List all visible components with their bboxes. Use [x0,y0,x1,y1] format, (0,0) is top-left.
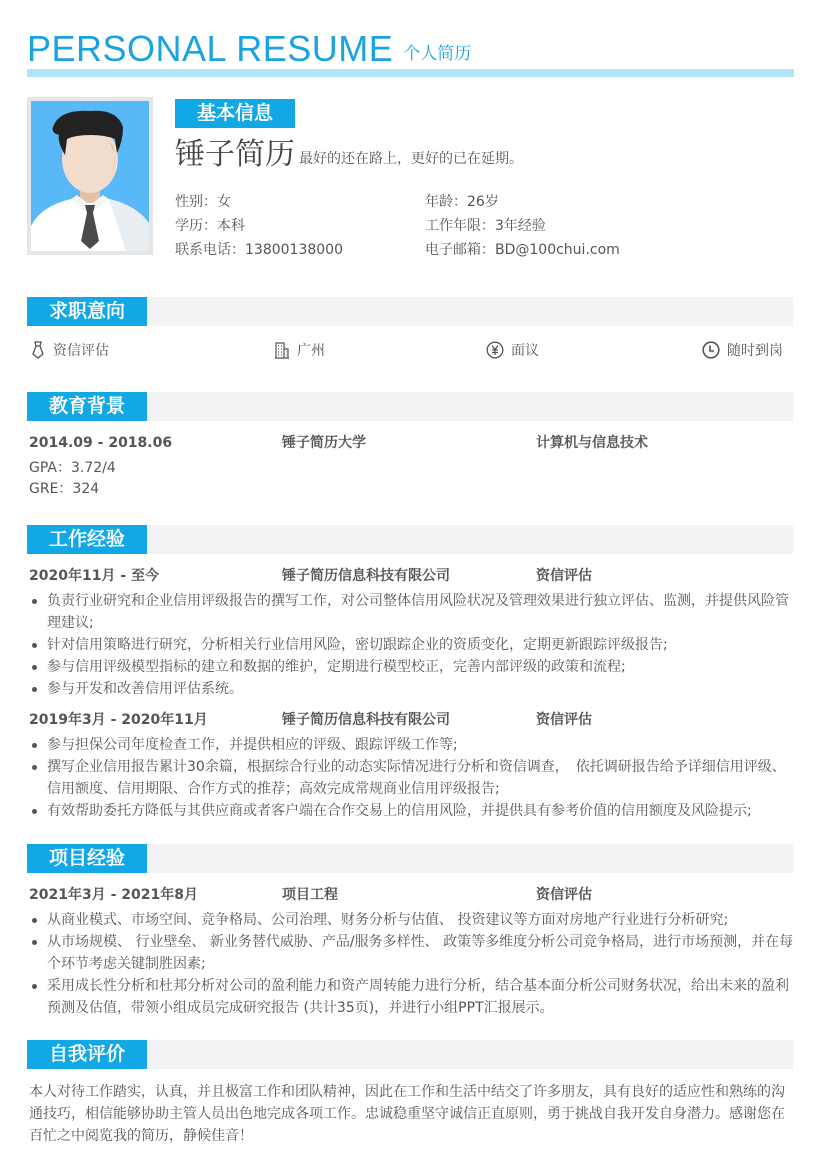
section-title-self-eval: 自我评价 [27,1040,147,1069]
list-item: 有效帮助委托方降低与其供应商或者客户端在合作交易上的信用风险，并提供具有参考价值的信用额度及风险提示; [29,800,794,822]
section-title-education: 教育背景 [27,392,147,421]
section-title-basic: 基本信息 [175,99,295,128]
list-item: 负责行业研究和企业信用评级报告的撰写工作，对公司整体信用风险状况及管理效果进行独立评估、监测，并提供风险管理建议; [29,590,794,634]
job-intent [30,340,790,362]
email-field: 电子邮箱：BD@100chui.com [425,242,620,258]
list-item: 参与信用评级模型指标的建立和数据的维护，定期进行模型校正，完善内部评级的政策和流程; [29,656,794,678]
project-role: 资信评估 [536,887,592,903]
intent-salary: 面议 [486,340,539,360]
education-school: 锤子简历大学 [282,435,366,451]
section-header-education [27,392,793,421]
list-item: 采用成长性分析和杜邦分析对公司的盈利能力和资产周转能力进行分析，结合基本面分析公司财务状况，给出未来的盈利预测及估值，带领小组成员完成研究报告 (共计35页)，并进行小组PPT汇报展示。 [29,975,794,1019]
work-entry-2-bullets [29,734,794,822]
avatar [27,97,153,255]
clock-icon [702,341,720,359]
phone-field: 联系电话：13800138000 [175,242,343,258]
section-header-intent [27,297,793,326]
resume-header [27,28,471,68]
section-title-projects: 项目经验 [27,844,147,873]
title-cn: 个人简历 [403,44,472,64]
basic-info [175,99,795,260]
building-icon [274,341,290,359]
work-entry-1-bullets [29,590,794,700]
list-item: 从商业模式、市场空间、竞争格局、公司治理、财务分析与估值、 投资建议等方面对房地产行业进行分析研究; [29,909,794,931]
list-item: 从市场规模、 行业壁垒、 新业务替代威胁、产品/服务多样性、 政策等多维度分析公司竞争格局，进行市场预测，并在每个环节考虑关键制胜因素; [29,931,794,975]
age-field: 年龄：26岁 [425,194,499,210]
section-header-projects [27,844,793,873]
work-role: 资信评估 [536,712,592,728]
education-major: 计算机与信息技术 [536,435,648,451]
intent-position: 资信评估 [30,340,109,360]
intent-availability: 随时到岗 [702,340,783,360]
project-bullets [29,909,794,1019]
list-item: 参与担保公司年度检查工作，并提供相应的评级、跟踪评级工作等; [29,734,794,756]
list-item: 撰写企业信用报告累计30余篇，根据综合行业的动态实际情况进行分析和资信调查， 依托调研报告给予详细信用评级、信用额度、信用期限、合作方式的推荐；高效完成常规商业信用评级报告; [29,756,794,800]
list-item: 针对信用策略进行研究，分析相关行业信用风险，密切跟踪企业的资质变化，定期更新跟踪评级报告; [29,634,794,656]
info-grid [175,192,795,260]
gender-field: 性别：女 [175,194,231,210]
work-period: 2019年3月 - 2020年11月 [29,712,208,728]
education-gre: GRE：324 [29,481,100,497]
years-field: 工作年限：3年经验 [425,218,546,234]
section-header-work [27,525,793,554]
candidate-name: 锤子简历 [175,137,295,172]
intent-location: 广州 [274,340,325,360]
work-period: 2020年11月 - 至今 [29,568,160,584]
section-header-self-eval [27,1040,793,1069]
work-company: 锤子简历信息科技有限公司 [282,568,450,584]
education-period: 2014.09 - 2018.06 [29,435,173,451]
work-company: 锤子简历信息科技有限公司 [282,712,450,728]
tie-icon [30,341,46,359]
header-divider [27,69,794,77]
project-name: 项目工程 [282,887,338,903]
section-title-work: 工作经验 [27,525,147,554]
self-eval-text: 本人对待工作踏实，认真，并且极富工作和团队精神，因此在工作和生活中结交了许多朋友，具有良好的适应性和熟练的沟通技巧，相信能够协助主管人员出色地完成各项工作。忠诚稳重坚守诚信正直原则，勇于挑战自我开发自身潜力。感谢您在百忙之中阅览我的简历，静候佳音！ [29,1084,785,1144]
project-period: 2021年3月 - 2021年8月 [29,887,198,903]
motto: 最好的还在路上，更好的已在延期。 [299,151,523,167]
list-item: 参与开发和改善信用评估系统。 [29,678,794,700]
title-en: PERSONAL RESUME [27,28,394,69]
yen-icon [486,341,504,359]
avatar-illustration-icon [31,101,149,251]
section-title-intent: 求职意向 [27,297,147,326]
education-field: 学历：本科 [175,218,245,234]
work-role: 资信评估 [536,568,592,584]
education-gpa: GPA：3.72/4 [29,460,116,476]
